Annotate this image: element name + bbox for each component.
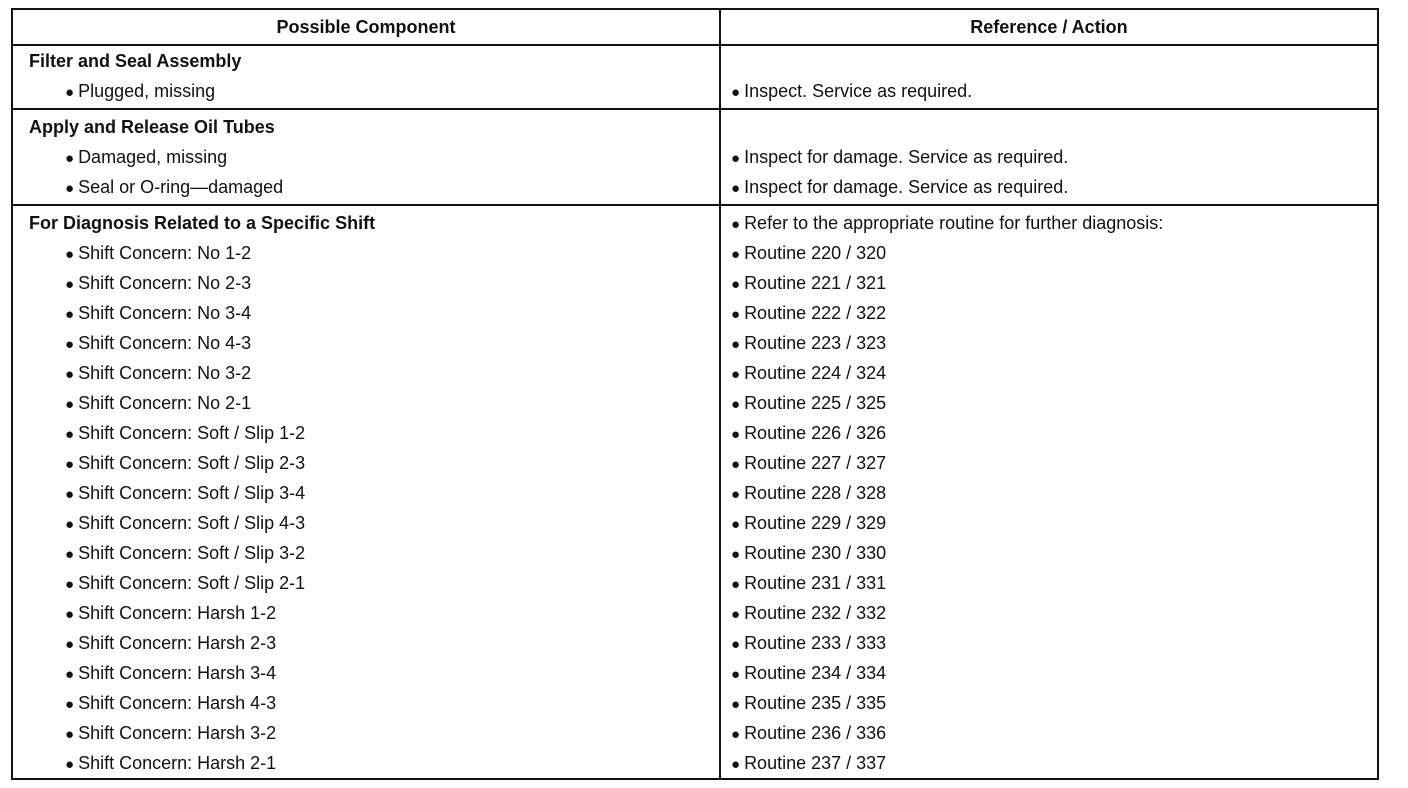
- bullet-icon: ●: [731, 666, 741, 683]
- action-text: Inspect for damage. Service as required.: [744, 147, 1069, 167]
- bullet-icon: ●: [731, 486, 741, 503]
- bullet-icon: ●: [65, 84, 75, 101]
- action-item: [731, 238, 886, 268]
- bullet-icon: ●: [65, 426, 75, 443]
- component-item: [65, 328, 251, 358]
- action-text: Routine 236 / 336: [744, 723, 887, 743]
- action-item: [731, 268, 886, 298]
- component-item: [65, 538, 305, 568]
- action-item: [731, 718, 886, 748]
- bullet-icon: ●: [731, 546, 741, 563]
- column-divider: [719, 10, 721, 778]
- bullet-icon: ●: [65, 636, 75, 653]
- action-text: Routine 231 / 331: [744, 573, 887, 593]
- component-item: [65, 268, 251, 298]
- component-item: [65, 388, 251, 418]
- bullet-icon: ●: [731, 456, 741, 473]
- action-text: Routine 221 / 321: [744, 273, 887, 293]
- bullet-icon: ●: [65, 246, 75, 263]
- action-item: [731, 508, 886, 538]
- component-item: [65, 172, 283, 202]
- component-item: [65, 142, 227, 172]
- component-text: Shift Concern: Harsh 3-4: [78, 663, 277, 683]
- bullet-icon: ●: [731, 216, 741, 233]
- component-text: Shift Concern: Soft / Slip 3-2: [78, 543, 306, 563]
- component-text: Shift Concern: No 3-4: [78, 303, 252, 323]
- bullet-icon: ●: [731, 426, 741, 443]
- action-item: [731, 538, 886, 568]
- action-item: [731, 478, 886, 508]
- component-item: [65, 628, 276, 658]
- action-text: Routine 224 / 324: [744, 363, 887, 383]
- component-item: [65, 298, 251, 328]
- bullet-icon: ●: [731, 306, 741, 323]
- bullet-icon: ●: [65, 606, 75, 623]
- component-item: [65, 76, 215, 106]
- bullet-icon: ●: [65, 396, 75, 413]
- action-text: Routine 233 / 333: [744, 633, 887, 653]
- diagnosis-table: [11, 8, 1379, 780]
- action-text: Routine 235 / 335: [744, 693, 887, 713]
- component-text: Shift Concern: Soft / Slip 2-1: [78, 573, 306, 593]
- bullet-icon: ●: [731, 84, 741, 101]
- component-text: Shift Concern: Soft / Slip 1-2: [78, 423, 306, 443]
- bullet-icon: ●: [731, 636, 741, 653]
- action-item: [731, 688, 886, 718]
- component-text: Shift Concern: Soft / Slip 2-3: [78, 453, 306, 473]
- action-item: [731, 568, 886, 598]
- component-item: [65, 568, 305, 598]
- action-text: Routine 223 / 323: [744, 333, 887, 353]
- component-text: Plugged, missing: [78, 81, 216, 101]
- section-title: Apply and Release Oil Tubes: [29, 117, 275, 137]
- bullet-icon: ●: [731, 246, 741, 263]
- bullet-icon: ●: [65, 486, 75, 503]
- bullet-icon: ●: [65, 726, 75, 743]
- action-item: [731, 298, 886, 328]
- action-text: Routine 230 / 330: [744, 543, 887, 563]
- bullet-icon: ●: [731, 180, 741, 197]
- header-reference-action: Reference / Action: [970, 17, 1128, 37]
- component-item: [65, 358, 251, 388]
- section-divider: [13, 108, 1377, 110]
- action-item: [731, 628, 886, 658]
- bullet-icon: ●: [65, 756, 75, 773]
- bullet-icon: ●: [731, 726, 741, 743]
- bullet-icon: ●: [731, 516, 741, 533]
- component-item: [65, 598, 276, 628]
- bullet-icon: ●: [731, 366, 741, 383]
- action-item: [731, 358, 886, 388]
- bullet-icon: ●: [65, 696, 75, 713]
- component-item: [65, 748, 276, 778]
- header-possible-component: Possible Component: [276, 17, 456, 37]
- component-item: [65, 658, 276, 688]
- component-text: Shift Concern: No 2-3: [78, 273, 252, 293]
- section-title: Filter and Seal Assembly: [29, 51, 242, 71]
- action-item: [731, 142, 1068, 172]
- action-text: Routine 226 / 326: [744, 423, 887, 443]
- component-text: Shift Concern: Harsh 4-3: [78, 693, 277, 713]
- component-text: Damaged, missing: [78, 147, 228, 167]
- action-item: [731, 418, 886, 448]
- component-item: [65, 478, 305, 508]
- bullet-icon: ●: [65, 456, 75, 473]
- action-item: [731, 658, 886, 688]
- action-item: [731, 748, 886, 778]
- action-item: [731, 328, 886, 358]
- bullet-icon: ●: [65, 180, 75, 197]
- bullet-icon: ●: [731, 606, 741, 623]
- bullet-icon: ●: [65, 306, 75, 323]
- action-item: [731, 448, 886, 478]
- component-text: Shift Concern: Soft / Slip 4-3: [78, 513, 306, 533]
- action-item: [731, 598, 886, 628]
- component-text: Shift Concern: Harsh 2-1: [78, 753, 277, 773]
- bullet-icon: ●: [731, 336, 741, 353]
- bullet-icon: ●: [65, 546, 75, 563]
- component-text: Shift Concern: Harsh 1-2: [78, 603, 277, 623]
- bullet-icon: ●: [731, 276, 741, 293]
- component-text: Shift Concern: No 2-1: [78, 393, 252, 413]
- component-text: Shift Concern: No 4-3: [78, 333, 252, 353]
- action-text: Routine 220 / 320: [744, 243, 887, 263]
- bullet-icon: ●: [731, 696, 741, 713]
- action-text: Routine 232 / 332: [744, 603, 887, 623]
- action-item: [731, 172, 1068, 202]
- bullet-icon: ●: [731, 150, 741, 167]
- action-text: Routine 225 / 325: [744, 393, 887, 413]
- action-item: [731, 388, 886, 418]
- component-text: Shift Concern: Harsh 3-2: [78, 723, 277, 743]
- section-action-text: Refer to the appropriate routine for further diagnosis:: [744, 213, 1164, 233]
- section-action: [731, 208, 1163, 238]
- bullet-icon: ●: [65, 276, 75, 293]
- bullet-icon: ●: [731, 576, 741, 593]
- action-text: Inspect. Service as required.: [744, 81, 973, 101]
- bullet-icon: ●: [65, 516, 75, 533]
- action-text: Routine 228 / 328: [744, 483, 887, 503]
- action-item: [731, 76, 972, 106]
- action-text: Routine 227 / 327: [744, 453, 887, 473]
- component-text: Shift Concern: Harsh 2-3: [78, 633, 277, 653]
- component-text: Shift Concern: No 1-2: [78, 243, 252, 263]
- action-text: Routine 234 / 334: [744, 663, 887, 683]
- action-text: Inspect for damage. Service as required.: [744, 177, 1069, 197]
- bullet-icon: ●: [65, 366, 75, 383]
- action-text: Routine 222 / 322: [744, 303, 887, 323]
- action-text: Routine 229 / 329: [744, 513, 887, 533]
- section-divider: [13, 204, 1377, 206]
- component-text: Seal or O-ring—damaged: [78, 177, 284, 197]
- component-item: [65, 448, 305, 478]
- component-item: [65, 508, 305, 538]
- section-title: For Diagnosis Related to a Specific Shift: [29, 213, 376, 233]
- bullet-icon: ●: [65, 666, 75, 683]
- component-item: [65, 418, 305, 448]
- bullet-icon: ●: [731, 396, 741, 413]
- component-item: [65, 688, 276, 718]
- component-text: Shift Concern: Soft / Slip 3-4: [78, 483, 306, 503]
- component-item: [65, 718, 276, 748]
- bullet-icon: ●: [65, 576, 75, 593]
- bullet-icon: ●: [65, 336, 75, 353]
- bullet-icon: ●: [731, 756, 741, 773]
- component-item: [65, 238, 251, 268]
- action-text: Routine 237 / 337: [744, 753, 887, 773]
- component-text: Shift Concern: No 3-2: [78, 363, 252, 383]
- bullet-icon: ●: [65, 150, 75, 167]
